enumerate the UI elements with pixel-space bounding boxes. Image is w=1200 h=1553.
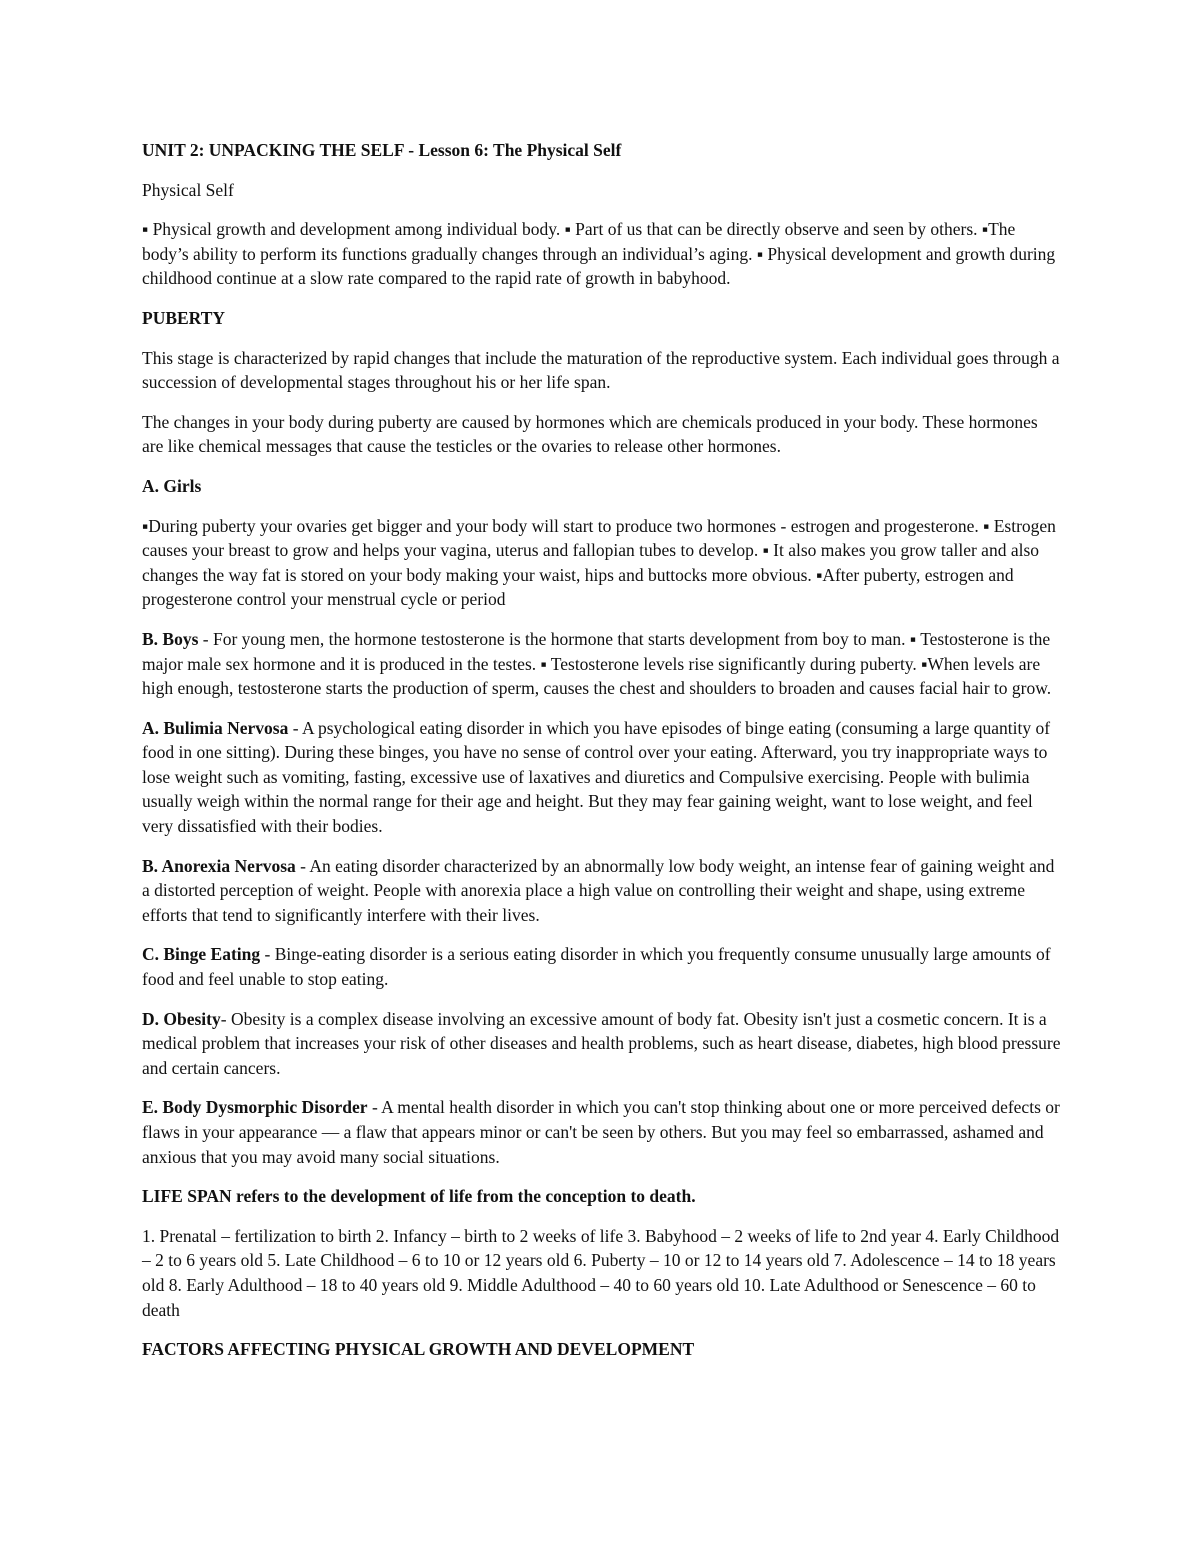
boys-body: - For young men, the hormone testosterone is the hormone that starts development from boy to man. ▪ Testosterone is the major male sex hormone and it is produced in the testes. ▪ Testosterone levels rise significantly during puberty. ▪When levels are high enough, testosterone starts the production of sperm, causes the chest and shoulders to broaden and causes facial hair to grow. (142, 628, 1052, 699)
disorder-term: A. Bulimia Nervosa (142, 717, 289, 738)
disorder-term: E. Body Dysmorphic Disorder (142, 1097, 368, 1118)
physical-self-body: ▪ Physical growth and development among individual body. ▪ Part of us that can be directly observe and seen by others. ▪The body’s ability to perform its functions gradually changes through an individual’s aging. ▪ Physical development and growth during childhood continue at a slow rate compared to the rapid rate of growth in babyhood. (142, 219, 1056, 289)
disorder-obesity (142, 1007, 1062, 1081)
disorder-bulimia (142, 716, 1062, 839)
boys-term: B. Boys (142, 628, 199, 649)
disorder-body-dysmorphic (142, 1095, 1062, 1169)
disorder-body: - Binge-eating disorder is a serious eating disorder in which you frequently consume unusually large amounts of food and feel unable to stop eating. (142, 944, 1051, 990)
disorder-body: - Obesity is a complex disease involving an excessive amount of body fat. Obesity isn't just a cosmetic concern. It is a medical problem that increases your risk of other diseases and health problems, such as heart disease, diabetes, high blood pressure and certain cancers. (142, 1008, 1061, 1078)
disorder-body: - An eating disorder characterized by an abnormally low body weight, an intense fear of gaining weight and a distorted perception of weight. People with anorexia place a high value on controlling their weight and shape, using extreme efforts that tend to significantly interfere with their lives. (142, 855, 1055, 925)
disorder-binge-eating (142, 942, 1062, 991)
puberty-paragraph-1: This stage is characterized by rapid changes that include the maturation of the reproductive system. Each individual goes through a succession of developmental stages throughout his or her life span. (142, 347, 1060, 393)
physical-self-heading: Physical Self (142, 179, 234, 200)
disorder-body: - A psychological eating disorder in which you have episodes of binge eating (consuming a large quantity of food in one sitting). During these binges, you have no sense of control over your eating. Afterward, you try inappropriate ways to lose weight such as vomiting, fasting, excessive use of laxatives and diuretics and Compulsive exercising. People with bulimia usually weigh within the normal range for their age and height. But they may fear gaining weight, want to lose weight, and feel very dissatisfied with their bodies. (142, 717, 1051, 837)
disorder-term: D. Obesity (142, 1008, 221, 1029)
document-page (142, 138, 1062, 1377)
puberty-heading: PUBERTY (142, 307, 226, 328)
factors-heading: FACTORS AFFECTING PHYSICAL GROWTH AND DEVELOPMENT (142, 1339, 695, 1360)
life-span-body: 1. Prenatal – fertilization to birth 2. Infancy – birth to 2 weeks of life 3. Babyhood – 2 weeks of life to 2nd year 4. Early Childhood – 2 to 6 years old 5. Late Childhood – 6 to 10 or 12 years old 6. Puberty – 10 or 12 to 14 years old 7. Adolescence – 14 to 18 years old 8. Early Adulthood – 18 to 40 years old 9. Middle Adulthood – 40 to 60 years old 10. Late Adulthood or Senescence – 60 to death (142, 1225, 1060, 1320)
disorder-term: B. Anorexia Nervosa (142, 855, 296, 876)
girls-body: ▪During puberty your ovaries get bigger and your body will start to produce two hormones - estrogen and progesterone. ▪ Estrogen causes your breast to grow and helps your vagina, uterus and fallopian tubes to develop. ▪ It also makes you grow taller and also changes the way fat is stored on your body making your waist, hips and buttocks more obvious. ▪After puberty, estrogen and progesterone control your menstrual cycle or period (142, 515, 1056, 610)
boys-paragraph (142, 627, 1062, 701)
disorder-body: - A mental health disorder in which you can't stop thinking about one or more perceived defects or flaws in your appearance — a flaw that appears minor or can't be seen by others. But you may feel so embarrassed, ashamed and anxious that you may avoid many social situations. (142, 1097, 1060, 1167)
girls-heading: A. Girls (142, 475, 202, 496)
document-title: UNIT 2: UNPACKING THE SELF - Lesson 6: The Physical Self (142, 140, 622, 160)
puberty-paragraph-2: The changes in your body during puberty are caused by hormones which are chemicals produced in your body. These hormones are like chemical messages that cause the testicles or the ovaries to release other hormones. (142, 411, 1038, 457)
disorder-term: C. Binge Eating (142, 944, 261, 965)
disorder-anorexia (142, 854, 1062, 928)
life-span-heading: LIFE SPAN refers to the development of life from the conception to death. (142, 1186, 696, 1207)
